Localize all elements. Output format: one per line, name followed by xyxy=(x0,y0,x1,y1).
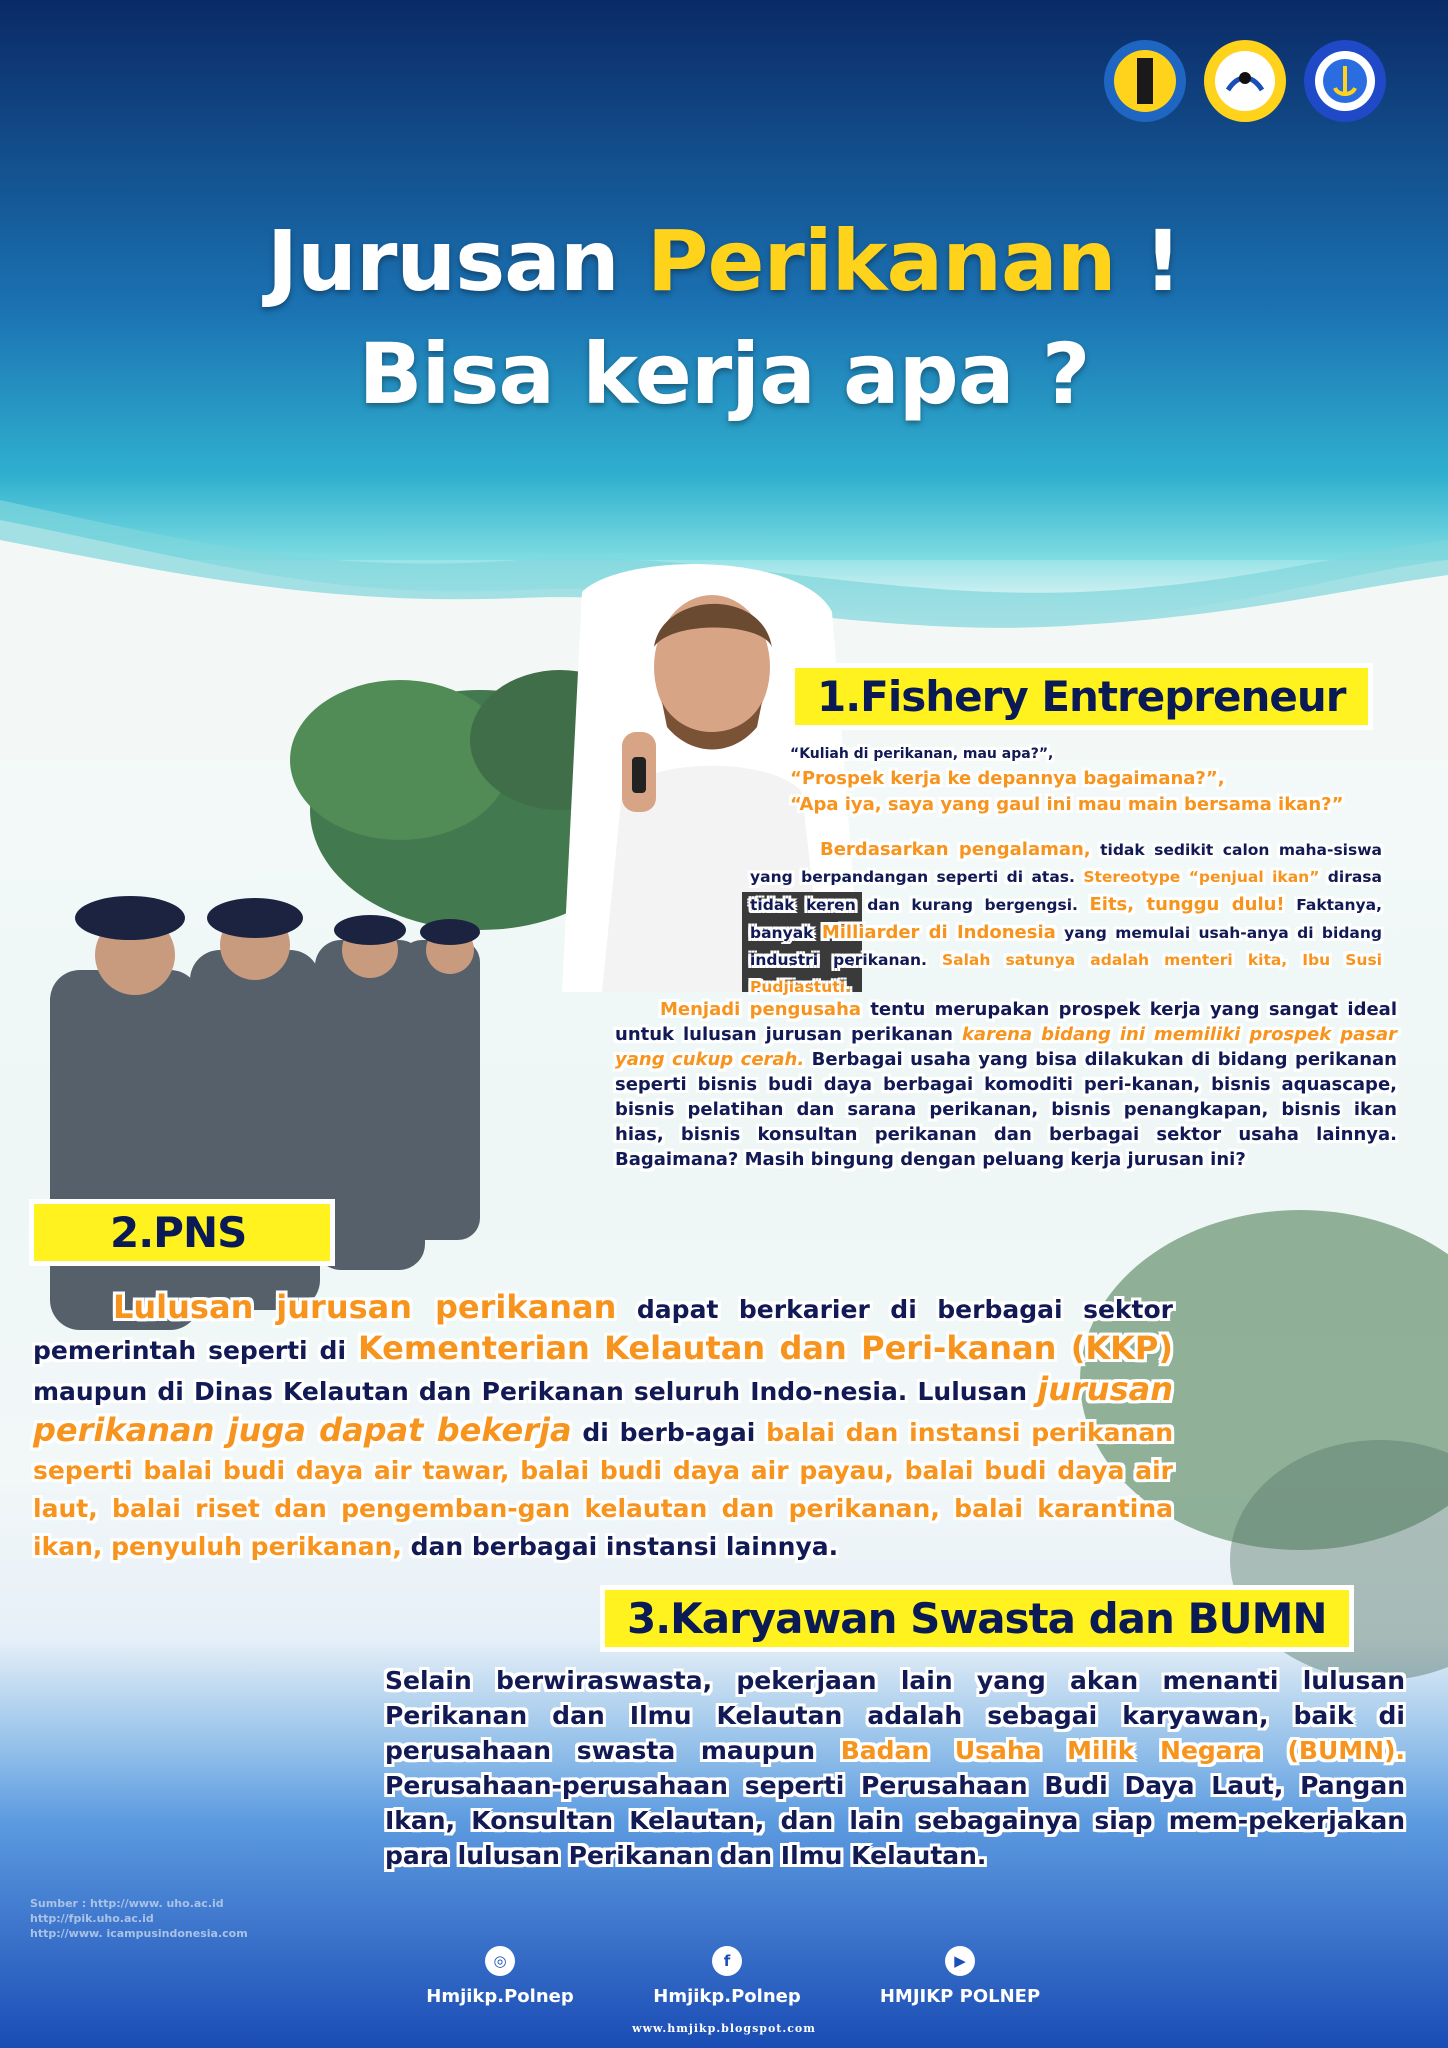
instagram-link[interactable] xyxy=(410,1946,590,2007)
page-title-line2: Bisa kerja apa ? xyxy=(358,325,1090,423)
youtube-link[interactable] xyxy=(860,1946,1060,2007)
section3-paragraph: Selain berwiraswasta, pekerjaan lain yang akan menanti lulusan Perikanan dan Ilmu Kelautan adalah sebagai karyawan, baik di perusahaan swasta maupun Badan Usaha Milik Negara (BUMN). Perusahaan-perusahaan seperti Perusahaan Budi Daya Laut, Pangan Ikan, Konsultan Kelautan, dan lain sebagainya siap mem-pekerjakan para lulusan Perikanan dan Ilmu Kelautan. xyxy=(385,1666,1405,1870)
hmjikp-logo xyxy=(1302,38,1388,124)
polnep-logo xyxy=(1102,38,1188,124)
facebook-link[interactable] xyxy=(637,1946,817,2007)
youtube-icon: ▶ xyxy=(945,1946,975,1976)
quote-2: “Prospek kerja ke depannya bagaimana?”, xyxy=(790,768,1225,789)
quote-1: “Kuliah di perikanan, mau apa?”, xyxy=(790,746,1054,762)
source-line: http://fpik.uho.ac.id xyxy=(30,1912,154,1925)
logo-group xyxy=(1102,38,1388,124)
quote-3: “Apa iya, saya yang gaul ini mau main bersama ikan?” xyxy=(790,794,1344,815)
youtube-handle: HMJIKP POLNEP xyxy=(879,1986,1041,2007)
facebook-handle: Hmjikp.Polnep xyxy=(653,1986,801,2007)
instagram-icon: ◎ xyxy=(485,1946,515,1976)
instagram-handle: Hmjikp.Polnep xyxy=(426,1986,574,2007)
officers-photo xyxy=(40,870,480,1330)
section3-heading: 3.Karyawan Swasta dan BUMN xyxy=(605,1590,1349,1647)
himpunan-mahasiswa-logo xyxy=(1202,38,1288,124)
section1-quotes xyxy=(790,742,1430,818)
section1-paragraph2: Menjadi pengusaha tentu merupakan prospek kerja yang sangat ideal untuk lulusan jurusan perikanan karena bidang ini memiliki prospek pasar yang cukup cerah. Berbagai usaha yang bisa dilakukan di bidang perikanan seperti bisnis budi daya berbagai komoditi peri-kanan, bisnis aquascape, bisnis pelatihan dan sarana perikanan, bisnis penangkapan, bisnis ikan hias, bisnis konsultan perikanan dan berbagai sektor usaha lainnya. Bagaimana? Masih bingung dengan peluang kerja jurusan ini? xyxy=(615,999,1398,1170)
section2-heading: 2.PNS xyxy=(34,1204,330,1261)
source-line: Sumber : http://www. uho.ac.id xyxy=(30,1897,224,1910)
title-highlight: Perikanan xyxy=(646,212,1116,310)
source-line: http://www. icampusindonesia.com xyxy=(30,1927,248,1940)
sources-list xyxy=(30,1896,248,1941)
facebook-icon: f xyxy=(712,1946,742,1976)
website-link[interactable]: www.hmjikp.blogspot.com xyxy=(632,2022,816,2035)
section1-heading: 1.Fishery Entrepreneur xyxy=(795,668,1368,725)
section1-paragraph1: Berdasarkan pengalaman, tidak sedikit calon maha-siswa yang berpandangan seperti di atas. Stereotype “penjual ikan” dirasa tidak keren dan kurang bergengsi. Eits, tunggu dulu! Faktanya, banyak Milliarder di Indonesia yang memulai usah-anya di bidang industri perikanan. Salah satunya adalah menteri kita, Ibu Susi Pudjiastuti. xyxy=(750,839,1383,996)
section2-paragraph: Lulusan jurusan perikanan dapat berkarier di berbagai sektor pemerintah seperti di Kementerian Kelautan dan Peri-kanan (KKP) maupun di Dinas Kelautan dan Perikanan seluruh Indo-nesia. Lulusan jurusan perikanan juga dapat bekerja di berb-agai balai dan instansi perikanan seperti balai budi daya air tawar, balai budi daya air payau, balai budi daya air laut, balai riset dan pengemban-gan kelautan dan perikanan, balai karantina ikan, penyuluh perikanan, dan berbagai instansi lainnya. xyxy=(33,1288,1173,1561)
page-title-line1: Jurusan Perikanan ! xyxy=(266,212,1182,310)
